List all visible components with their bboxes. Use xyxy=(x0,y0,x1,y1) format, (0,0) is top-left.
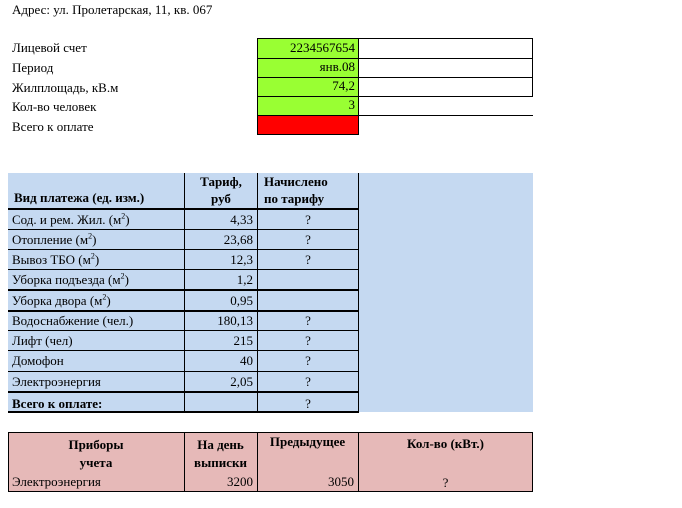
summary-grid-line xyxy=(257,77,533,78)
tariff-value[interactable]: 180,13 xyxy=(217,313,253,328)
summary-grid-line xyxy=(257,58,533,59)
tariff-value[interactable]: 4,33 xyxy=(230,212,253,227)
tariff-value[interactable]: 1,2 xyxy=(236,272,253,287)
payments-total-label: Всего к оплате: xyxy=(12,396,103,411)
meter-row-label: Электроэнергия xyxy=(12,474,101,489)
table-grid-line xyxy=(8,432,9,492)
tariff-value[interactable]: 40 xyxy=(240,353,253,368)
header-tariff-line1: Тариф, xyxy=(200,174,242,189)
people-count-cell[interactable]: 3 xyxy=(257,96,359,115)
header-tariff-line2: руб xyxy=(211,191,231,206)
table-grid-line xyxy=(8,432,533,433)
summary-label-total: Всего к оплате xyxy=(12,119,94,134)
header-accrued-line2: по тарифу xyxy=(264,191,325,206)
accrued-value[interactable]: ? xyxy=(305,313,311,328)
accrued-value[interactable]: ? xyxy=(305,333,311,348)
header-accrued-line1: Начислено xyxy=(264,174,328,189)
summary-label-people: Кол-во человек xyxy=(12,99,97,114)
payment-row-label: Отопление $(м^2)$ xyxy=(12,231,97,247)
meter-quantity-value[interactable]: ? xyxy=(442,475,449,490)
table-grid-line xyxy=(532,432,533,492)
tariff-value[interactable]: 215 xyxy=(233,333,253,348)
tariff-value[interactable]: 23,68 xyxy=(223,232,253,247)
summary-label-account: Лицевой счет xyxy=(12,40,87,55)
table-grid-line xyxy=(358,432,359,492)
summary-grid-line xyxy=(257,115,533,116)
accrued-value[interactable]: ? xyxy=(305,353,311,368)
header-payment-type: Вид платежа (ед. изм.) xyxy=(14,190,145,205)
accrued-value[interactable]: ? xyxy=(305,212,311,227)
payments-total-value[interactable]: ? xyxy=(305,396,311,411)
header-device-line1: Приборы xyxy=(68,437,124,452)
table-grid-line xyxy=(184,173,185,412)
payment-row-label: Электроэнергия xyxy=(12,374,101,389)
summary-label-area: Жилплощадь, кВ.м xyxy=(12,80,119,95)
table-grid-line xyxy=(184,432,185,492)
summary-grid-line xyxy=(358,38,359,134)
payment-row-label: Домофон xyxy=(12,353,64,368)
summary-grid-line xyxy=(257,134,359,135)
table-grid-line xyxy=(358,173,359,412)
account-number-cell[interactable]: 2234567654 xyxy=(257,39,359,58)
header-quantity: Кол-во (кВт.) xyxy=(407,436,484,451)
summary-label-period: Период xyxy=(12,60,54,75)
header-previous: Предыдущее xyxy=(269,434,346,449)
address-text: Адрес: ул. Пролетарская, 11, кв. 067 xyxy=(12,2,213,17)
tariff-value[interactable]: 0,95 xyxy=(230,293,253,308)
table-grid-line xyxy=(257,173,258,412)
accrued-value[interactable]: ? xyxy=(305,252,311,267)
payment-row-label: Уборка подъезда $(м^2)$ xyxy=(12,271,129,287)
payment-row-label: Лифт (чел) xyxy=(12,333,73,348)
summary-grid-line xyxy=(532,38,533,96)
header-day-line2: выписки xyxy=(194,455,247,470)
payment-row-label: Вывоз ТБО $(м^2)$ xyxy=(12,251,100,267)
summary-grid-line xyxy=(257,96,533,97)
tariff-value[interactable]: 2,05 xyxy=(230,374,253,389)
total-due-cell[interactable] xyxy=(257,116,359,134)
meter-current-value[interactable]: 3200 xyxy=(227,474,253,489)
table-grid-line xyxy=(8,491,533,492)
summary-grid-line xyxy=(257,38,258,134)
header-day-line1: На день xyxy=(197,437,244,452)
payment-row-label: Сод. и рем. Жил. $(м^2)$ xyxy=(12,211,130,227)
accrued-value[interactable]: ? xyxy=(305,374,311,389)
meter-previous-value[interactable]: 3050 xyxy=(328,474,354,489)
header-device-line2: учета xyxy=(79,455,113,470)
table-grid-line xyxy=(257,432,258,492)
payment-row-label: Уборка двора $(м^2)$ xyxy=(12,292,111,308)
area-cell[interactable]: 74,2 xyxy=(257,77,359,96)
period-cell[interactable]: янв.08 xyxy=(257,58,359,77)
payment-row-label: Водоснабжение (чел.) xyxy=(12,313,134,328)
accrued-value[interactable]: ? xyxy=(305,232,311,247)
tariff-value[interactable]: 12,3 xyxy=(230,252,253,267)
summary-grid-line xyxy=(257,38,533,39)
